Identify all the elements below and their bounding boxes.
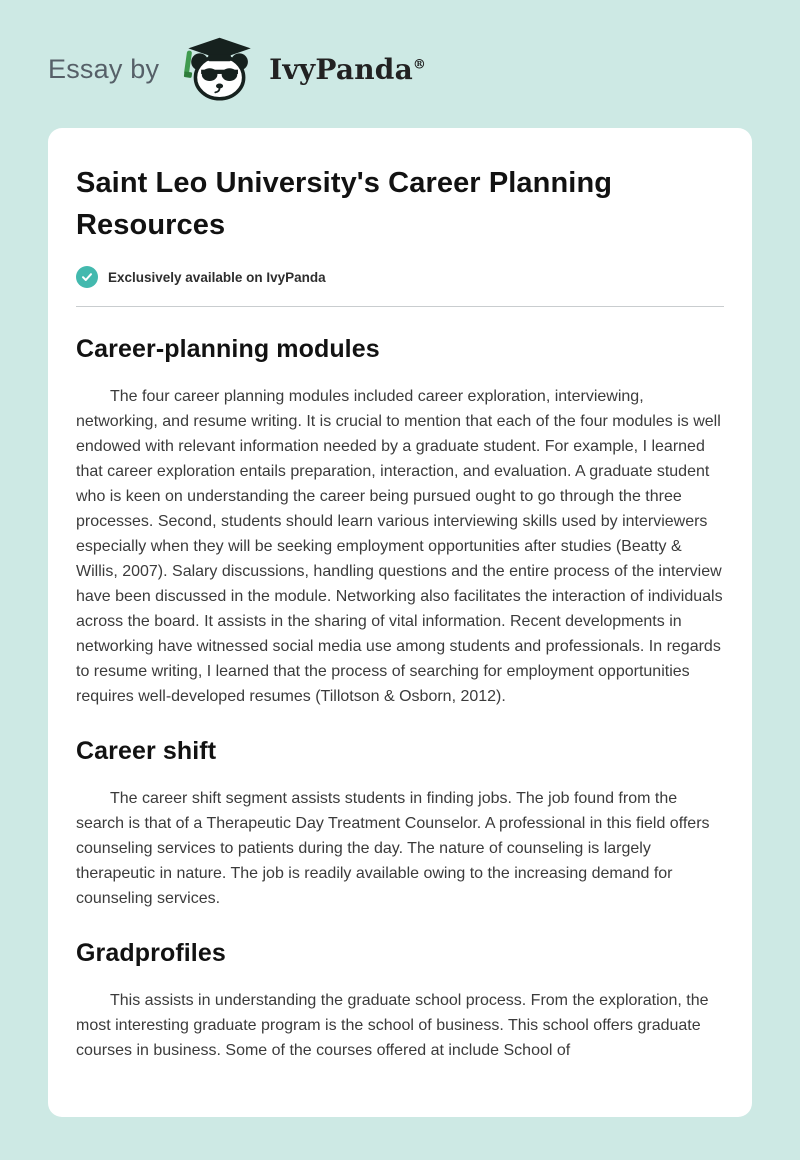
- exclusive-badge-label: Exclusively available on IvyPanda: [108, 269, 326, 285]
- divider: [76, 306, 724, 307]
- section-heading: Career shift: [76, 737, 217, 766]
- section-heading: Career-planning modules: [76, 335, 380, 364]
- essay-card: [48, 128, 752, 1117]
- section-career-shift: [76, 737, 724, 911]
- paragraph: The four career planning modules included career exploration, interviewing, networking, and resume writing. It is crucial to mention that each of the four modules is well endowed with relevant information needed by a graduate student. For example, I learned that career exploration entails preparation, interaction, and evaluation. A graduate student who is keen on understanding the career being pursued ought to go through the three processes. Second, students should learn various interviewing skills used by interviewers especially when they will be seeking employment opportunities after studies (Beatty & Willis, 2007). Salary discussions, handling questions and the entire process of the interview have been discussed in the module. Networking also facilitates the interaction of individuals across the board. It assists in the sharing of vital information. Recent developments in networking have witnessed social media use among students and professionals. In regards to resume writing, I learned that the process of searching for employment opportunities requires well-developed resumes (Tillotson & Osborn, 2012).: [76, 388, 723, 706]
- section-gradprofiles: [76, 939, 724, 1063]
- paragraph: The career shift segment assists students in finding jobs. The job found from the search is that of a Therapeutic Day Treatment Counselor. A professional in this field offers counseling services to patients during the day. The nature of counseling is largely therapeutic in nature. The job is readily available owing to the increasing demand for counseling services.: [76, 790, 710, 908]
- section-career-planning-modules: [76, 335, 724, 709]
- brand-text: IvyPanda: [269, 52, 413, 86]
- registered-trademark: ®: [412, 57, 427, 73]
- section-heading: Gradprofiles: [76, 939, 226, 968]
- exclusive-badge: [76, 266, 724, 288]
- ivypanda-wordmark: [269, 53, 426, 86]
- paragraph: This assists in understanding the graduate school process. From the exploration, the most interesting graduate program is the school of business. This school offers graduate courses in business. Some of the courses offered at include School of: [76, 992, 709, 1060]
- page-title: Saint Leo University's Career Planning Resources: [76, 167, 613, 242]
- site-header: [0, 0, 800, 128]
- check-icon: [76, 266, 98, 288]
- ivypanda-panda-logo-icon: [177, 36, 255, 102]
- essay-by-label: Essay by: [48, 53, 160, 84]
